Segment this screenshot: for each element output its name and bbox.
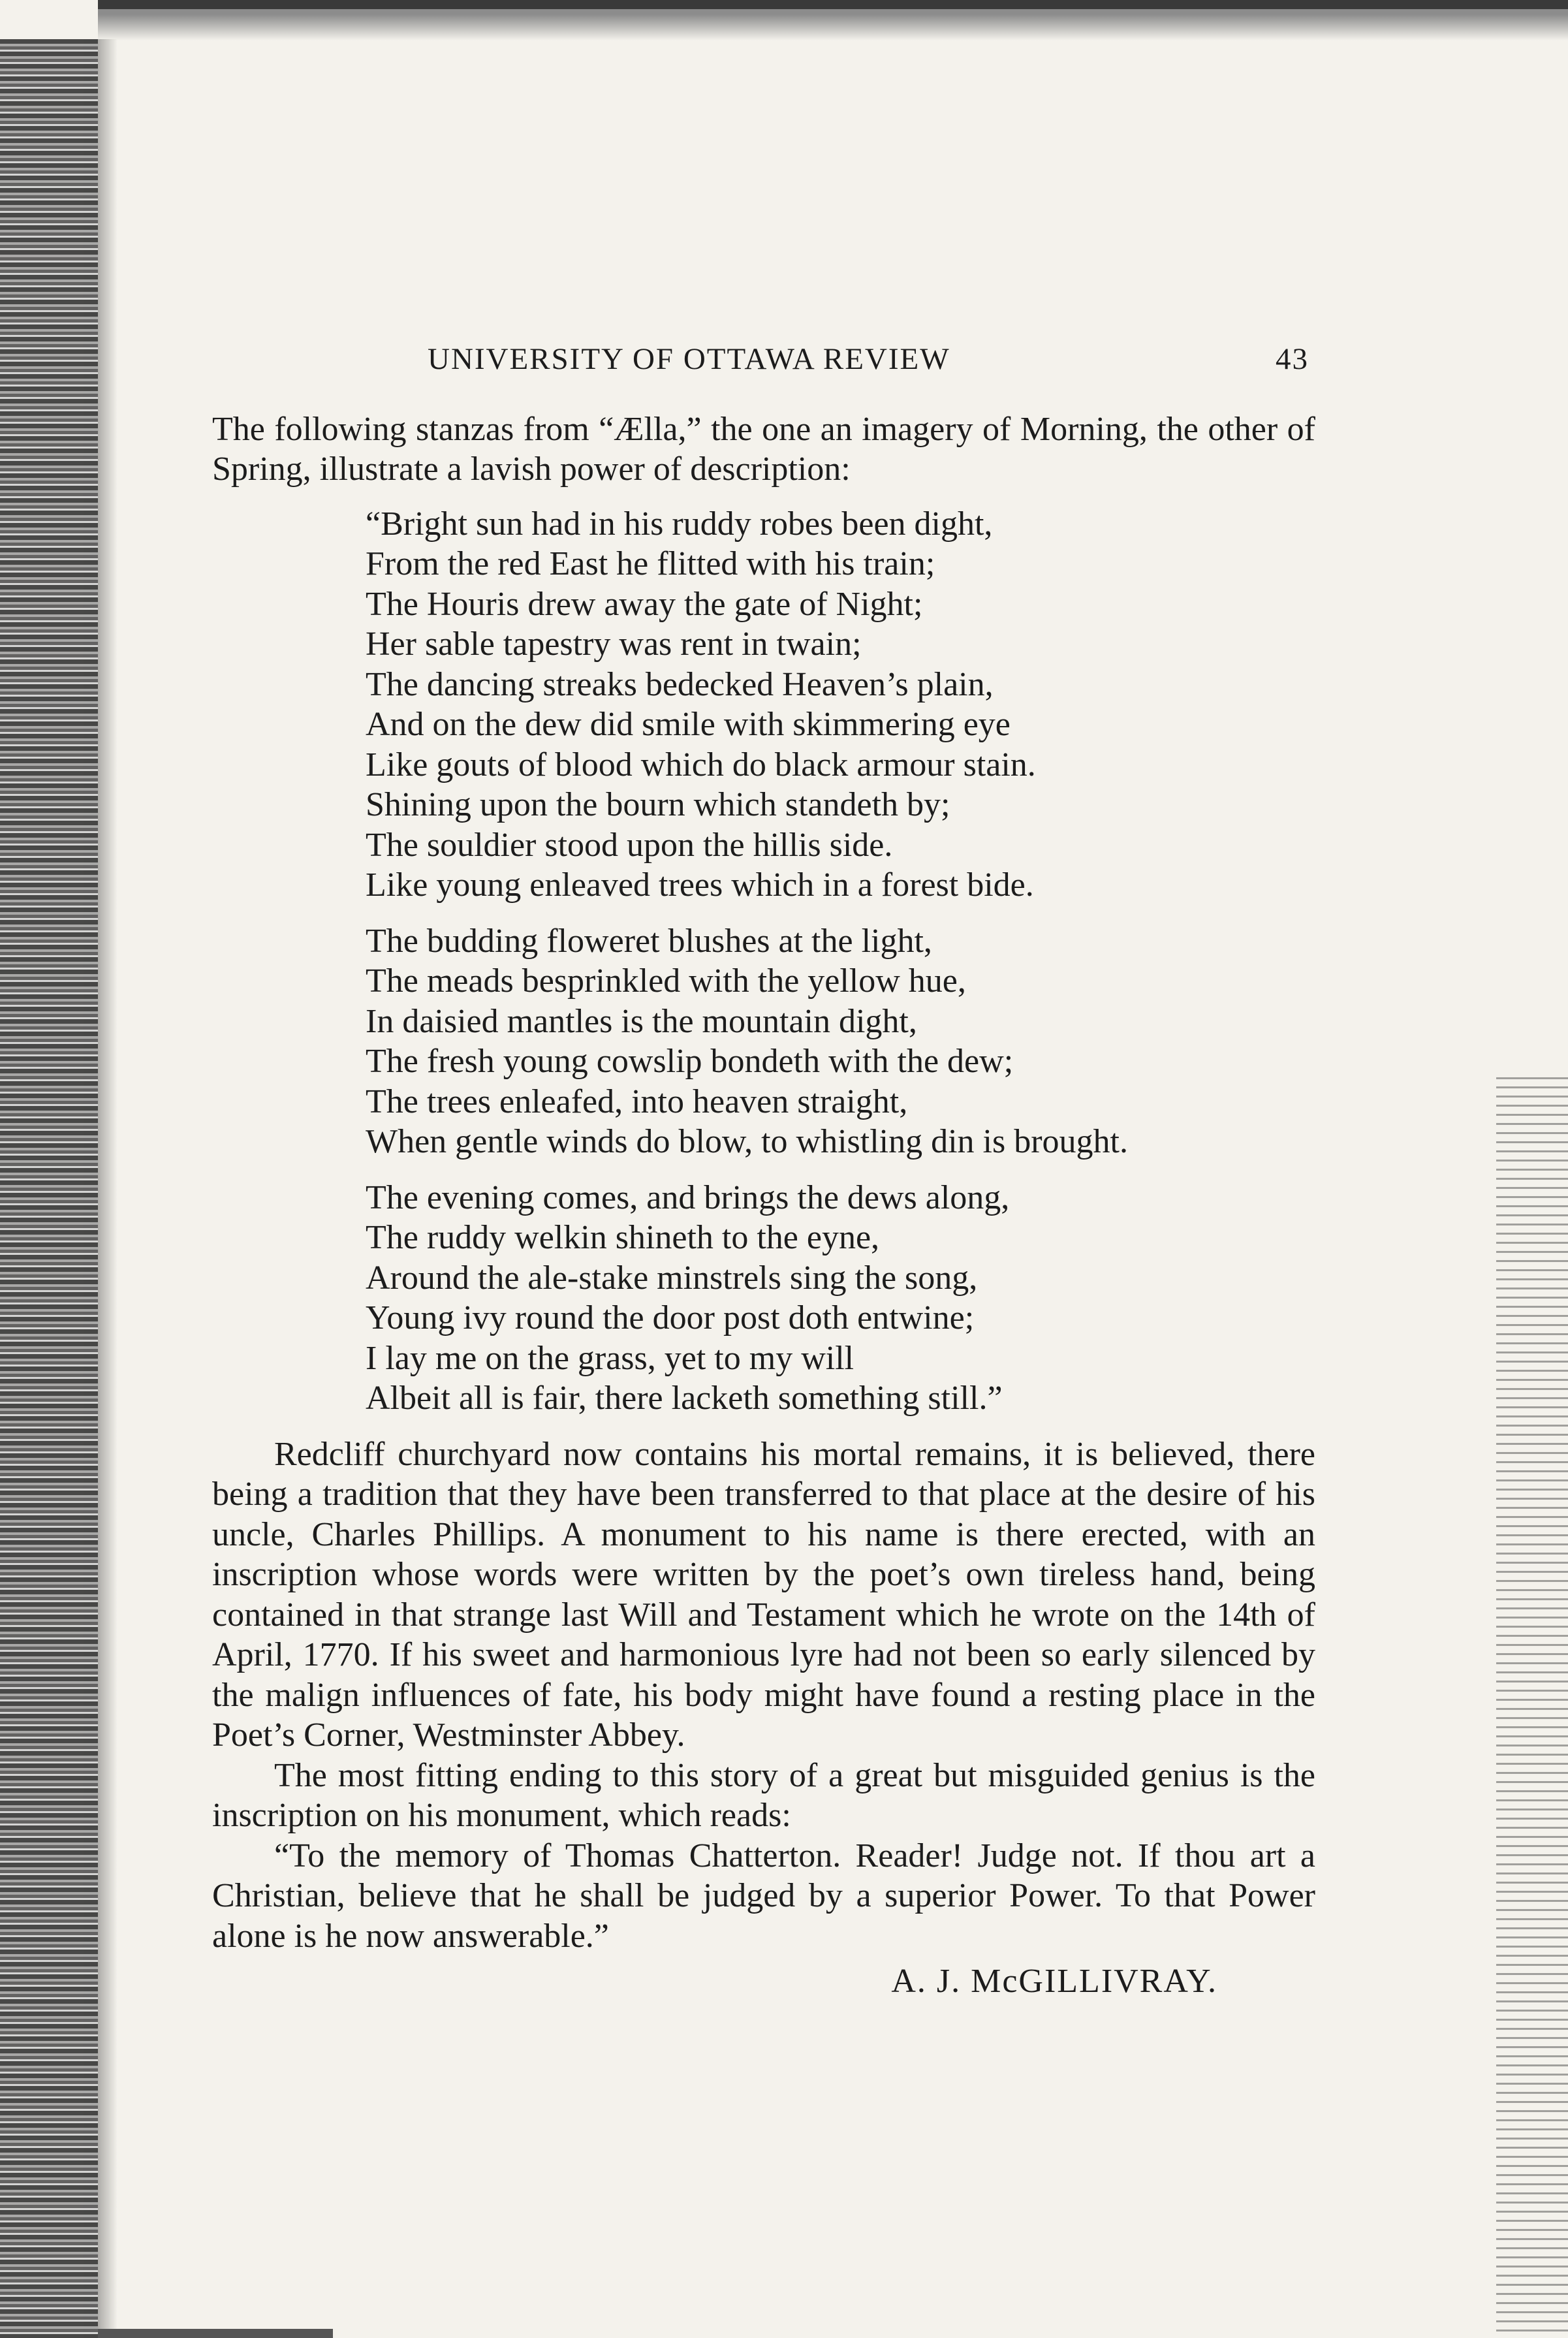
running-title: UNIVERSITY OF OTTAWA REVIEW: [428, 342, 950, 376]
scan-shadow-top: [98, 0, 1568, 40]
verse-line: The evening comes, and brings the dews along,: [366, 1178, 1010, 1216]
verse-line: The ruddy welkin shineth to the eyne,: [366, 1219, 880, 1256]
intro-paragraph: The following stanzas from “Ælla,” the one an imagery of Morning, the other of Spring, illustrate a lavish power of description:: [212, 410, 1315, 488]
verse-line: From the red East he flitted with his train;: [366, 545, 935, 582]
scan-binding-shadow: [0, 39, 98, 2338]
verse-line: The Houris drew away the gate of Night;: [366, 585, 923, 623]
stanza-3: [212, 1178, 1315, 1419]
verse-line: Around the ale-stake minstrels sing the song,: [366, 1259, 978, 1297]
verse-line: Like young enleaved trees which in a forest bide.: [366, 866, 1034, 904]
author-signature: A. J. McGILLIVRAY.: [891, 1963, 1217, 2000]
page-content: [212, 340, 1315, 2002]
monument-inscription: “To the memory of Thomas Chatterton. Reader! Judge not. If thou art a Christian, believe that he shall be judged by a superior Power. To that Power alone is he now answerable.”: [212, 1837, 1315, 1955]
verse-line: Shining upon the bourn which standeth by;: [366, 786, 950, 823]
page-number: 43: [1276, 342, 1309, 376]
verse-line: Albeit all is fair, there lacketh something still.”: [366, 1380, 1003, 1417]
scan-noise-right: [1496, 1077, 1568, 2338]
verse-line: In daisied mantles is the mountain dight,: [366, 1002, 917, 1040]
body-paragraph-redcliff: Redcliff churchyard now contains his mortal remains, it is believed, there being a tradition that they have been transferred to that place at the desire of his uncle, Charles Phillips. A monument to his name is there erected, with an inscription whose words were written by the poet’s own tireless hand, being contained in that strange last Will and Testament which he wrote on the 14th of April, 1770. If his sweet and harmonious lyre had not been so early silenced by the malign influences of fate, his body might have found a resting place in the Poet’s Corner, Westminster Abbey.: [212, 1435, 1315, 1754]
stanza-1: [212, 504, 1315, 906]
stanza-2: [212, 921, 1315, 1162]
running-header: [212, 340, 1315, 380]
verse-line: The souldier stood upon the hillis side.: [366, 826, 893, 864]
verse-line: Young ivy round the door post doth entwine;: [366, 1299, 975, 1336]
verse-line: The meads besprinkled with the yellow hue,: [366, 962, 966, 1000]
verse-line: The budding floweret blushes at the light,: [366, 922, 932, 960]
verse-line: Like gouts of blood which do black armour stain.: [366, 746, 1036, 783]
scan-shadow-bottom: [98, 2329, 333, 2338]
verse-line: Her sable tapestry was rent in twain;: [366, 625, 862, 663]
verse-line: I lay me on the grass, yet to my will: [366, 1339, 855, 1377]
verse-line: When gentle winds do blow, to whistling din is brought.: [366, 1123, 1128, 1160]
body-paragraph-ending: The most fitting ending to this story of a great but misguided genius is the inscription on his monument, which reads:: [212, 1756, 1315, 1834]
verse-line: And on the dew did smile with skimmering eye: [366, 706, 1011, 743]
verse-line: “Bright sun had in his ruddy robes been dight,: [366, 505, 993, 543]
verse-line: The trees enleafed, into heaven straight,: [366, 1082, 908, 1120]
verse-line: The dancing streaks bedecked Heaven’s plain,: [366, 665, 994, 703]
verse-line: The fresh young cowslip bondeth with the dew;: [366, 1043, 1014, 1080]
